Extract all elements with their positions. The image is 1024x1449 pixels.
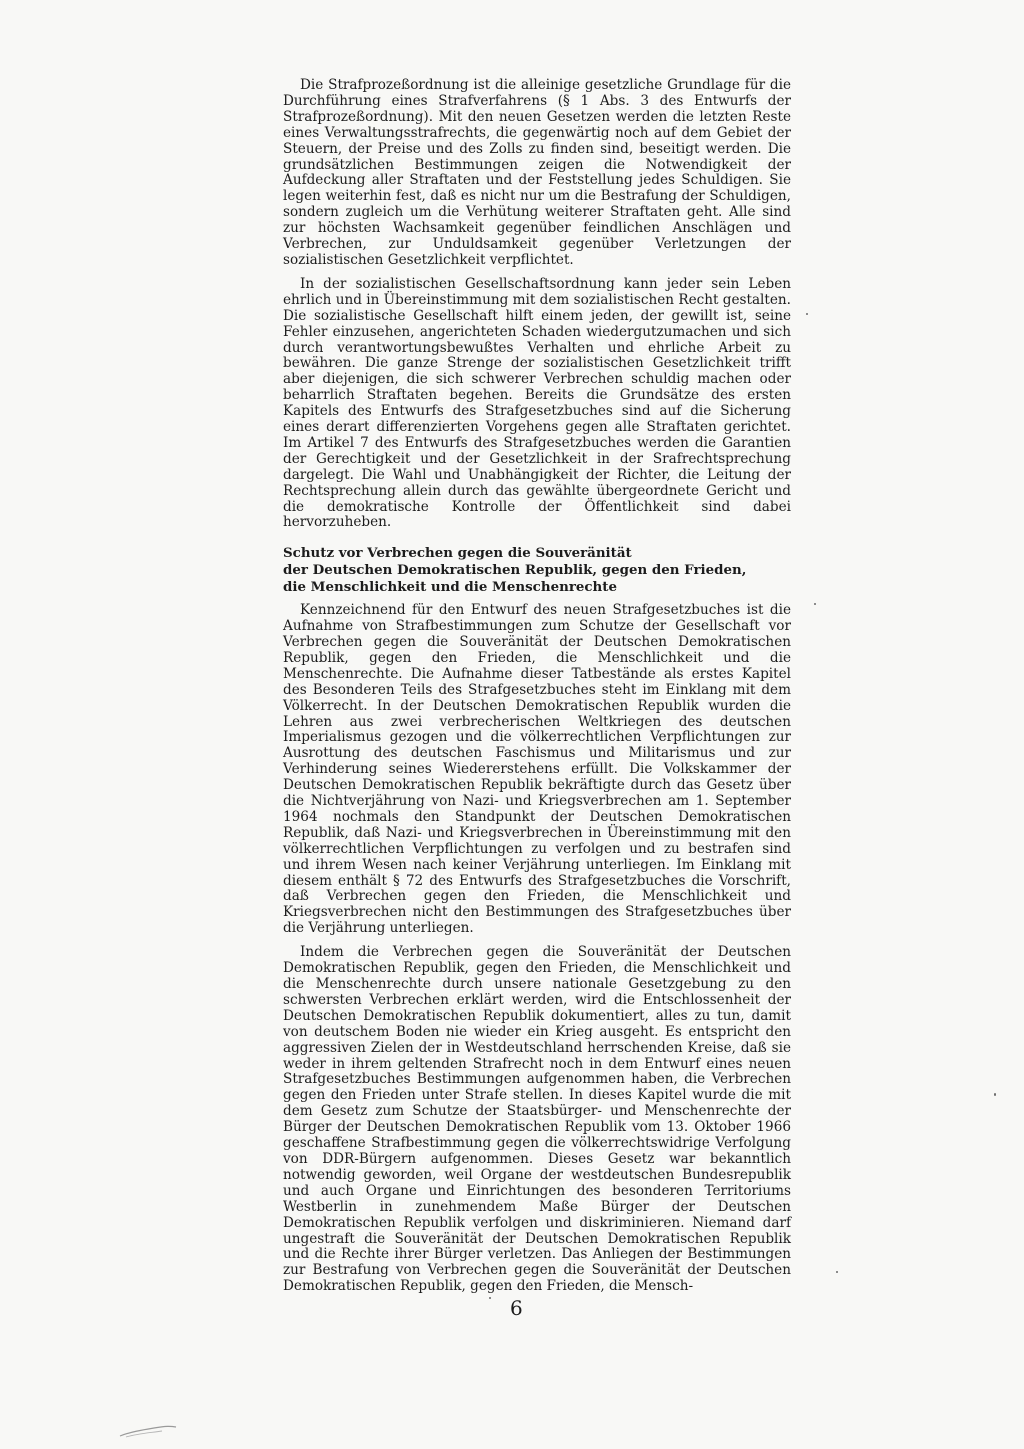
section-heading-line-2: der Deutschen Demokratischen Republik, gegen den Frieden,	[283, 561, 747, 578]
section-heading-line-3: die Menschlichkeit und die Menschenrechte	[283, 578, 617, 595]
section-paragraph-2: Indem die Verbrechen gegen die Souveränität der Deutschen Demokratischen Republik, gegen den Frieden, die Menschlichkeit und die Menschenrechte durch unsere nationale Gesetzgebung zu den schwersten Verbrechen erklärt werden, wird die Entschlossenheit der Deutschen Demokratischen Republik dokumentiert, alles zu tun, damit von deutschem Boden nie wieder ein Krieg ausgeht. Es entspricht den aggressiven Zielen der in Westdeutschland herrschenden Kreise, daß sie weder in ihrem geltenden Strafrecht noch in dem Entwurf eines neuen Strafgesetzbuches Bestimmungen aufgenommen haben, die Verbrechen gegen den Frieden unter Strafe stellen. In dieses Kapitel wurde die mit dem Gesetz zum Schutze der Staatsbürger- und Menschenrechte der Bürger der Deutschen Demokratischen Republik vom 13. Oktober 1966 geschaffene Strafbestimmung gegen die völkerrechtswidrige Verfolgung von DDR-Bürgern aufgenommen. Dieses Gesetz war bekanntlich notwendig geworden, weil Organe der westdeutschen Bundesrepublik und auch Organe und Einrichtungen des besonderen Territoriums Westberlin in zunehmendem Maße Bürger der Deutschen Demokratischen Republik verfolgen und diskriminieren. Niemand darf ungestraft die Souveränität der Deutschen Demokratischen Republik und die Rechte ihrer Bürger verletzen. Das Anliegen der Bestimmungen zur Bestrafung von Verbrechen gegen die Souveränität der Deutschen Demokratischen Republik, gegen den Frieden, die Mensch-	[283, 944, 791, 1295]
page-number: 6	[510, 1296, 523, 1320]
scan-speck	[489, 1297, 491, 1299]
section-heading	[283, 545, 791, 595]
scan-smudge	[118, 1424, 178, 1438]
paragraph-2: In der sozialistischen Gesellschaftsordnung kann jeder sein Leben ehrlich und in Übereinstimmung mit dem sozialistischen Recht gestalten. Die sozialistische Gesellschaft hilft einem jeden, der gewillt ist, seine Fehler einzusehen, angerichteten Schaden wiedergutzumachen und sich durch verantwortungsbewußtes Verhalten und ehrliche Arbeit zu bewähren. Die ganze Strenge der sozialistischen Gesetzlichkeit trifft aber diejenigen, die sich schwerer Verbrechen schuldig machen oder beharrlich Straftaten begehen. Bereits die Grundsätze des ersten Kapitels des Entwurfs des Strafgesetzbuches sind auf die Sicherung eines derart differenzierten Vorgehens gegen alle Straftaten gerichtet. Im Artikel 7 des Entwurfs des Strafgesetzbuches werden die Garantien der Gerechtigkeit und der Gesetzlichkeit in der Srafrechtsprechung dargelegt. Die Wahl und Unabhängigkeit der Richter, die Leitung der Rechtsprechung allein durch das gewählte übergeordnete Gericht und die demokratische Kontrolle der Öffentlichkeit sind dabei hervorzuheben.	[283, 275, 791, 531]
scan-speck	[806, 313, 808, 315]
scan-speck	[836, 1271, 838, 1273]
section-paragraph-1: Kennzeichnend für den Entwurf des neuen Strafgesetzbuches ist die Aufnahme von Strafbestimmungen zum Schutze der Gesellschaft vor Verbrechen gegen die Souveränität der Deutschen Demokratischen Republik, gegen den Frieden, die Menschlichkeit und die Menschenrechte. Die Aufnahme dieser Tatbestände als erstes Kapitel des Besonderen Teils des Strafgesetzbuches steht im Einklang mit dem Völkerrecht. In der Deutschen Demokratischen Republik wurden die Lehren aus zwei verbrecherischen Weltkriegen des deutschen Imperialismus gezogen und die völkerrechtlichen Verpflichtungen zur Ausrottung des deutschen Faschismus und Militarismus und zur Verhinderung seines Wiedererstehens erfüllt. Die Volkskammer der Deutschen Demokratischen Republik bekräftigte durch das Gesetz über die Nichtverjährung von Nazi- und Kriegsverbrechen am 1. September 1964 nochmals den Standpunkt der Deutschen Demokratischen Republik, daß Nazi- und Kriegsverbrechen in Übereinstimmung mit den völkerrechtlichen Verpflichtungen zu verfolgen und zu bestrafen sind und ihrem Wesen nach keiner Verjährung unterliegen. Im Einklang mit diesem enthält § 72 des Entwurfs des Strafgesetzbuches die Vorschrift, daß Verbrechen gegen den Frieden, die Menschlichkeit und Kriegsverbrechen nicht den Bestimmungen des Strafgesetzbuches über die Verjährung unterliegen.	[283, 602, 791, 937]
scan-speck	[814, 603, 816, 605]
body-text-column	[283, 78, 791, 1303]
section-heading-line-1: Schutz vor Verbrechen gegen die Souveränität	[283, 545, 632, 562]
scan-speck	[994, 1093, 996, 1096]
paragraph-1: Die Strafprozeßordnung ist die alleinige gesetzliche Grundlage für die Durchführung eines Strafverfahrens (§ 1 Abs. 3 des Entwurfs der Strafprozeßordnung). Mit den neuen Gesetzen werden die letzten Reste eines Verwaltungsstrafrechts, die gegenwärtig noch auf dem Gebiet der Steuern, der Preise und des Zolls zu finden sind, beseitigt werden. Die grundsätzlichen Bestimmungen zeigen die Notwendigkeit der Aufdeckung aller Straftaten und der Feststellung jedes Schuldigen. Sie legen weiterhin fest, daß es nicht nur um die Bestrafung der Schuldigen, sondern zugleich um die Verhütung weiterer Straftaten geht. Alle sind zur höchsten Wachsamkeit gegenüber feindlichen Anschlägen und Verbrechen, zur Unduldsamkeit gegenüber Verletzungen der sozialistischen Gesetzlichkeit verpflichtet.	[283, 77, 791, 268]
